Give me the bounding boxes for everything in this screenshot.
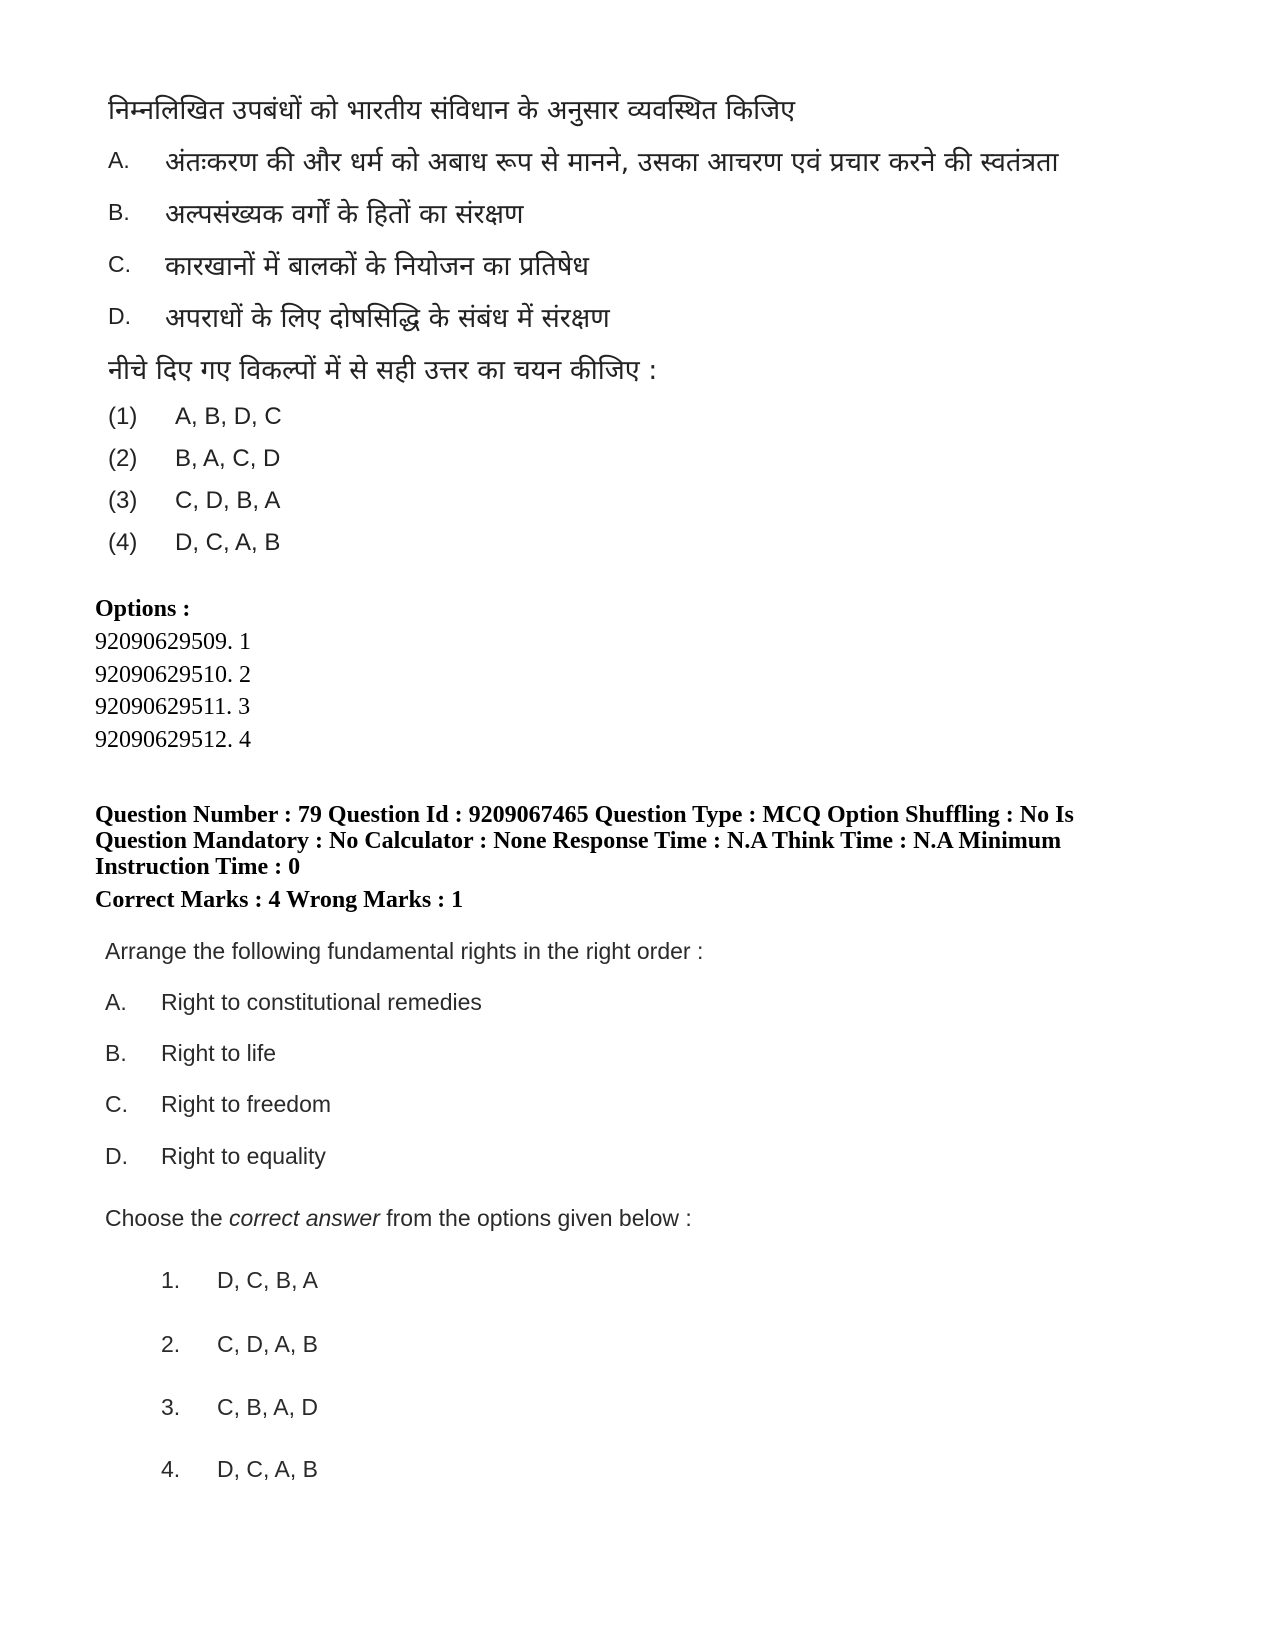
option-line: 92090629510. 2 (95, 662, 251, 688)
hindi-item-letter: B. (108, 199, 130, 225)
hindi-choice-number: (1) (108, 403, 138, 430)
hindi-item-letter: C. (108, 251, 131, 277)
question-meta-line: Instruction Time : 0 (95, 854, 301, 880)
question-marks: Correct Marks : 4 Wrong Marks : 1 (95, 887, 464, 913)
english-instruction-emphasis: correct answer (229, 1205, 380, 1231)
question-meta-line: Question Mandatory : No Calculator : None Response Time : N.A Think Time : N.A Minimum (95, 828, 1062, 854)
hindi-instruction: नीचे दिए गए विकल्पों में से सही उत्तर का चयन कीजिए : (108, 355, 658, 386)
english-item-letter: D. (105, 1143, 128, 1169)
hindi-item-letter: A. (108, 147, 130, 173)
english-instruction-post: from the options given below : (379, 1205, 692, 1231)
hindi-item-text: कारखानों में बालकों के नियोजन का प्रतिषेध (165, 251, 589, 282)
hindi-choice-text: D, C, A, B (175, 529, 281, 556)
english-choice-number: 4. (161, 1456, 181, 1482)
english-choice-number: 1. (161, 1267, 181, 1293)
english-item-text: Right to equality (161, 1143, 326, 1169)
english-instruction (105, 1205, 692, 1232)
hindi-item-text: अपराधों के लिए दोषसिद्धि के संबंध में संरक्षण (165, 303, 610, 334)
option-line: 92090629509. 1 (95, 629, 251, 655)
english-item-text: Right to freedom (161, 1091, 332, 1117)
hindi-choice-number: (4) (108, 529, 138, 556)
english-item-letter: C. (105, 1091, 128, 1117)
hindi-choice-text: B, A, C, D (175, 445, 281, 472)
hindi-item-letter: D. (108, 303, 131, 329)
hindi-choice-number: (3) (108, 487, 138, 514)
english-item-letter: A. (105, 989, 127, 1015)
english-item-text: Right to constitutional remedies (161, 989, 482, 1015)
hindi-choice-text: A, B, D, C (175, 403, 282, 430)
english-choice-text: C, D, A, B (217, 1331, 318, 1357)
hindi-question-stem: निम्नलिखित उपबंधों को भारतीय संविधान के अनुसार व्यवस्थित किजिए (108, 95, 796, 126)
english-choice-number: 3. (161, 1394, 181, 1420)
hindi-choice-number: (2) (108, 445, 138, 472)
english-choice-text: C, B, A, D (217, 1394, 318, 1420)
option-line: 92090629512. 4 (95, 727, 251, 753)
hindi-choice-text: C, D, B, A (175, 487, 281, 514)
option-line: 92090629511. 3 (95, 694, 251, 720)
english-instruction-pre: Choose the (105, 1205, 230, 1231)
hindi-item-text: अल्पसंख्यक वर्गों के हितों का संरक्षण (165, 199, 524, 230)
english-choice-number: 2. (161, 1331, 181, 1357)
options-heading: Options : (95, 596, 191, 622)
english-item-text: Right to life (161, 1040, 277, 1066)
question-meta-line: Question Number : 79 Question Id : 9209067465 Question Type : MCQ Option Shuffling : No Is (95, 802, 1074, 828)
english-question-stem: Arrange the following fundamental rights in the right order : (105, 938, 704, 964)
english-choice-text: D, C, B, A (217, 1267, 318, 1293)
hindi-item-text: अंतःकरण की और धर्म को अबाध रूप से मानने, उसका आचरण एवं प्रचार करने की स्वतंत्रता (165, 147, 1059, 178)
english-item-letter: B. (105, 1040, 127, 1066)
english-choice-text: D, C, A, B (217, 1456, 318, 1482)
